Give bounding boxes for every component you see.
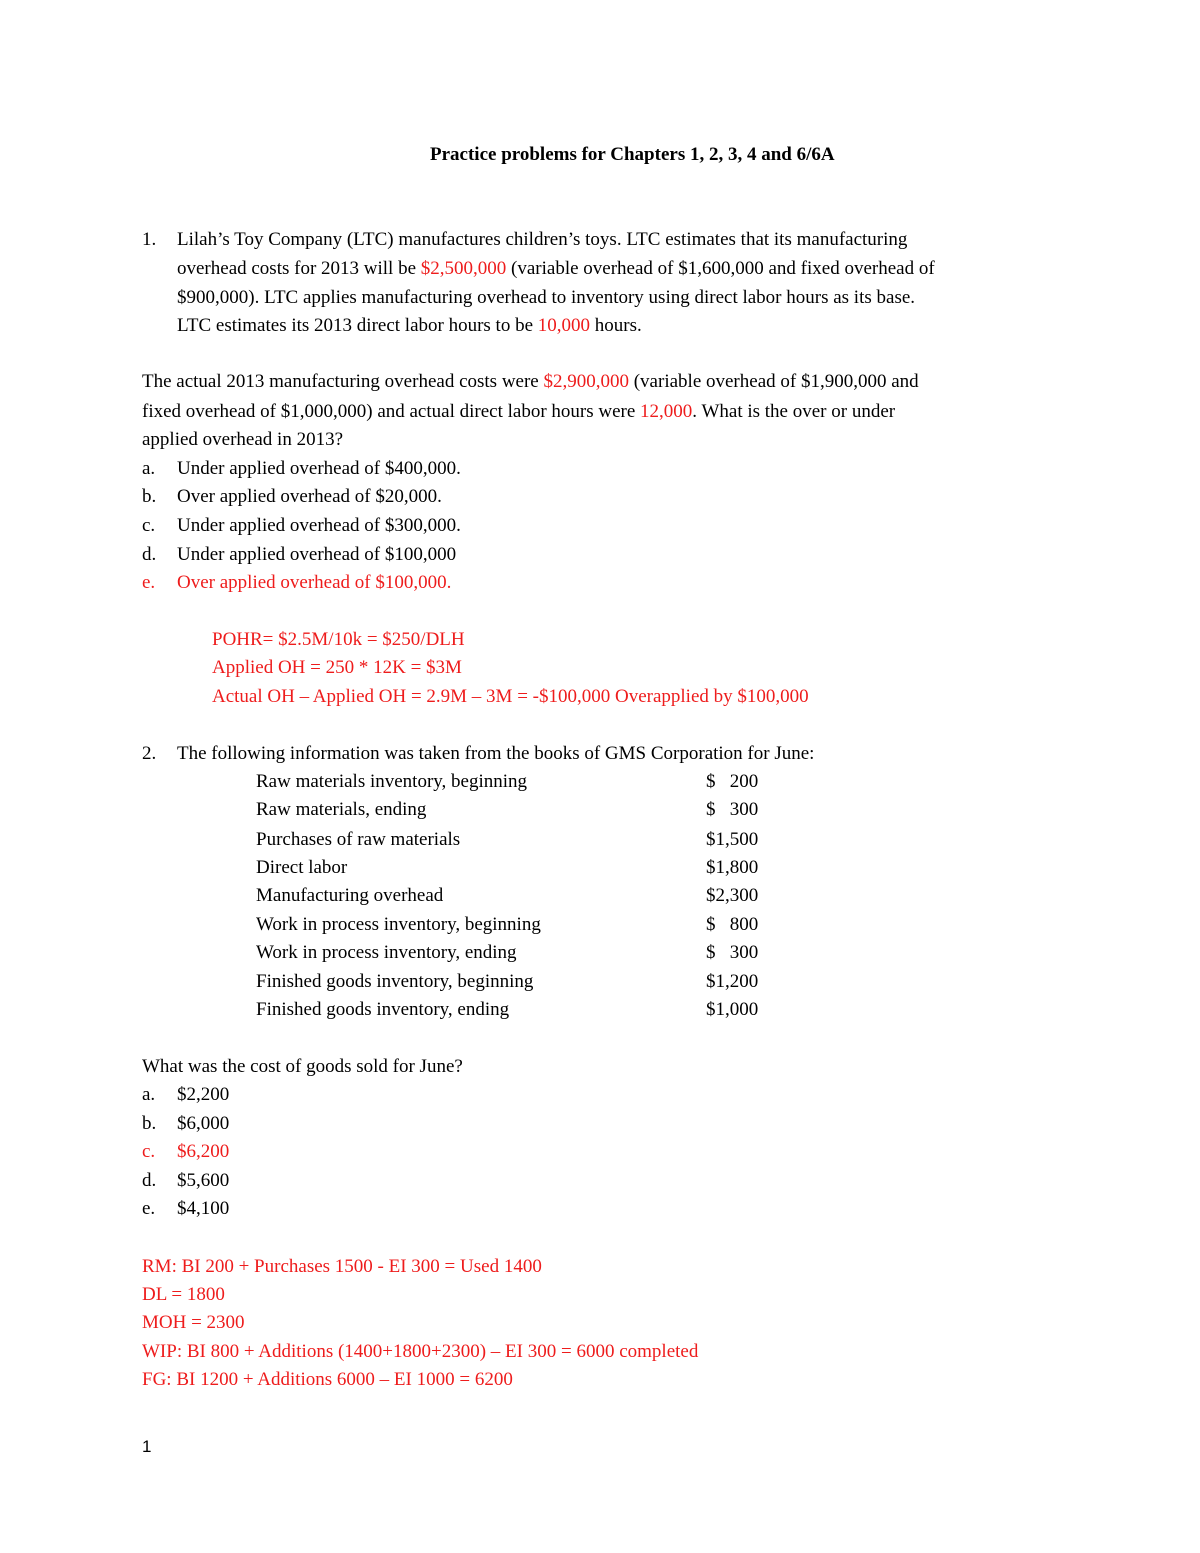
option-c-correct: c. [142,1141,156,1162]
table-row-value: $ 300 [706,799,759,820]
option-c [142,514,155,538]
table-row-value: $ 200 [706,771,759,792]
solution-line-3: Actual OH – Applied OH = 2.9M – 3M = -$100,000 Overapplied by $100,000 [212,686,809,707]
question-1-line-1: Lilah’s Toy Company (LTC) manufactures children’s toys. LTC estimates that its manufacturing [177,229,908,250]
option-letter: b. [142,486,157,507]
table-row-label: Direct labor [256,857,348,878]
solution-line-5: FG: BI 1200 + Additions 6000 – EI 1000 = 6200 [142,1369,513,1390]
table-row-label: Manufacturing overhead [256,885,444,906]
option-e-correct [142,571,155,595]
solution-line-4: WIP: BI 800 + Additions (1400+1800+2300) – EI 300 = 6000 completed [142,1341,699,1362]
option-letter: c. [142,515,156,536]
table-row-value: $1,000 [706,999,759,1020]
option-letter: e. [142,572,156,593]
table-row-label: Finished goods inventory, beginning [256,971,534,992]
option-a [142,457,155,481]
table-row-label: Raw materials, ending [256,799,427,820]
option-a-text: Under applied overhead of $400,000. [177,458,461,479]
question-2-question: What was the cost of goods sold for June? [142,1056,463,1077]
option-a: a. [142,1084,156,1105]
text: LTC estimates its 2013 direct labor hours to be [177,315,538,336]
text: overhead costs for 2013 will be [177,258,421,279]
highlight-actual-overhead: $2,900,000 [543,371,629,392]
solution-line-3: MOH = 2300 [142,1312,245,1333]
solution-line-2: DL = 1800 [142,1284,225,1305]
option-b [142,485,156,509]
option-letter: d. [142,544,157,565]
highlight-actual-hours: 12,000 [640,401,693,422]
text: . What is the over or under [692,401,896,422]
text: The actual 2013 manufacturing overhead costs were [142,371,544,392]
table-row-value: $ 300 [706,942,759,963]
option-d-text: $5,600 [177,1170,230,1191]
question-1-para-line-2 [142,400,895,424]
question-1-line-3: $900,000). LTC applies manufacturing overhead to inventory using direct labor hours as its base. [177,287,916,308]
table-row-value: $1,500 [706,829,759,850]
highlight-estimated-overhead: $2,500,000 [420,258,507,279]
option-c-text: $6,200 [177,1141,230,1162]
solution-line-1: RM: BI 200 + Purchases 1500 - EI 300 = Used 1400 [142,1256,542,1277]
highlight-estimated-hours: 10,000 [537,315,591,336]
table-row-label: Raw materials inventory, beginning [256,771,528,792]
question-1-line-4 [177,314,642,338]
table-row-label: Work in process inventory, ending [256,942,517,963]
table-row-value: $2,300 [706,885,759,906]
option-b: b. [142,1113,157,1134]
text: (variable overhead of $1,600,000 and fixed overhead of [506,258,935,279]
question-1-para-line-3: applied overhead in 2013? [142,429,344,450]
page-title: Practice problems for Chapters 1, 2, 3, 4 and 6/6A [430,144,835,165]
question-2-number: 2. [142,743,157,764]
option-b-text: $6,000 [177,1113,230,1134]
table-row-value: $1,200 [706,971,759,992]
option-e: e. [142,1198,156,1219]
question-1-number: 1. [142,229,157,250]
solution-line-1: POHR= $2.5M/10k = $250/DLH [212,629,465,650]
option-d-text: Under applied overhead of $100,000 [177,544,457,565]
solution-line-2: Applied OH = 250 * 12K = $3M [212,657,462,678]
page-number: 1 [142,1437,152,1456]
text: hours. [590,315,642,336]
table-row-label: Purchases of raw materials [256,829,461,850]
option-letter: a. [142,458,156,479]
option-e-text: Over applied overhead of $100,000. [177,572,452,593]
table-row-label: Finished goods inventory, ending [256,999,510,1020]
table-row-value: $1,800 [706,857,759,878]
question-1-para-line-1 [142,370,919,394]
text: fixed overhead of $1,000,000) and actual direct labor hours were [142,401,641,422]
table-row-label: Work in process inventory, beginning [256,914,541,935]
option-d: d. [142,1170,157,1191]
option-e-text: $4,100 [177,1198,230,1219]
question-2-intro: The following information was taken from the books of GMS Corporation for June: [177,743,815,764]
option-a-text: $2,200 [177,1084,230,1105]
option-c-text: Under applied overhead of $300,000. [177,515,461,536]
text: (variable overhead of $1,900,000 and [628,371,919,392]
table-row-value: $ 800 [706,914,759,935]
option-b-text: Over applied overhead of $20,000. [177,486,442,507]
question-1-line-2 [177,257,935,281]
option-d [142,543,156,567]
